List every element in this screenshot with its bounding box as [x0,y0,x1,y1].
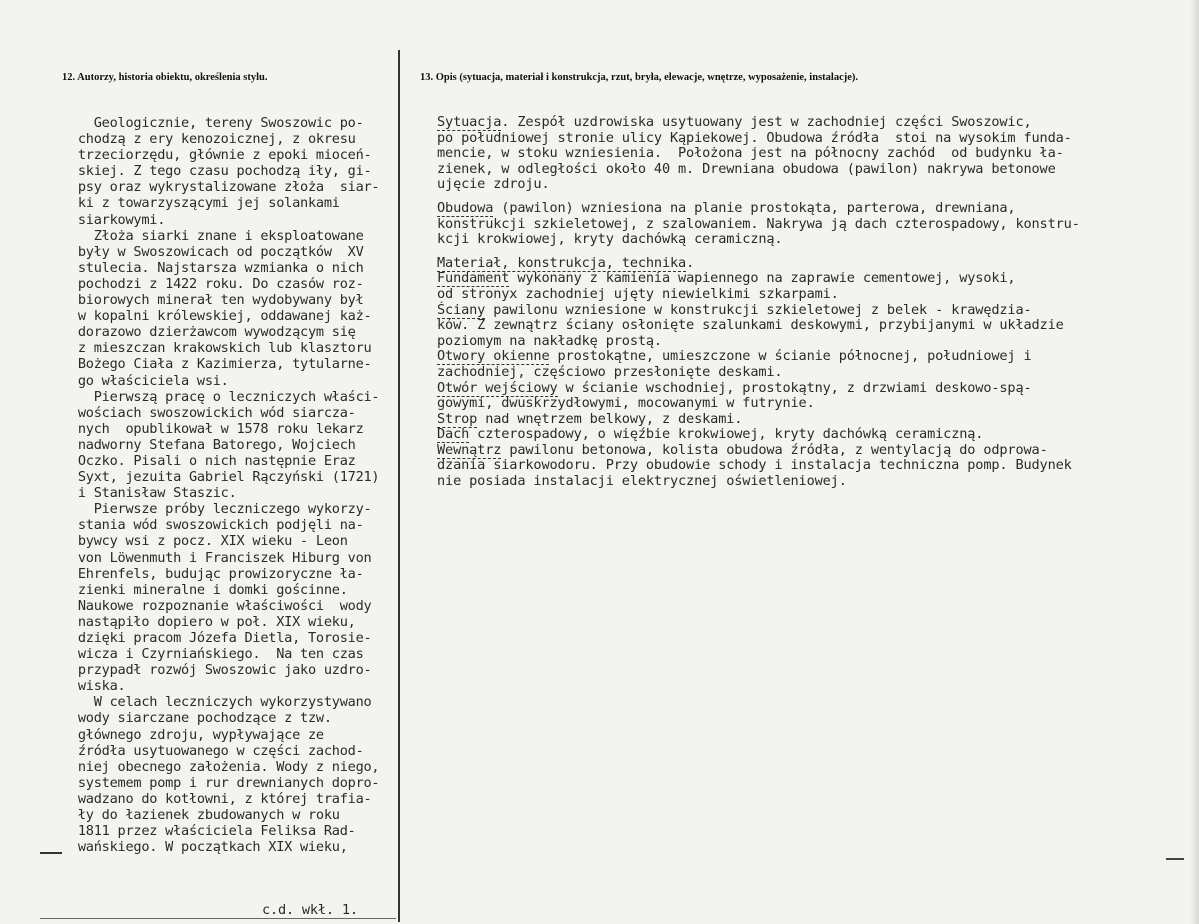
text-line [437,271,1182,287]
subheading: Obudowa [437,199,494,216]
text-line: wościach swoszowickich wód siarcza- [62,404,356,421]
line-text: konstrukcji szkieletowej, z szalowaniem. Nakrywa ją dach czterospadowy, konstru- [437,215,1080,232]
line-text: pawilonu wzniesione w konstrukcji szkieletowej z belek - krawędzia- [485,301,1032,318]
text-line [437,146,1182,162]
text-line: systemem pomp i rur drewnianych dopro- [62,774,380,791]
subheading: Strop [437,410,478,427]
text-line: wadzano do kotłowni, z której trafia- [62,790,372,807]
text-line: wody siarczane pochodzące z tzw. [62,710,332,727]
line-text: kcji krokwiowej, kryty dachówką ceramiczną. [437,231,783,248]
text-line: skiej. Z tego czasu pochodzą iły, gi- [62,163,372,180]
text-line: Złoża siarki znane i eksploatowane [62,227,364,244]
text-line [437,412,1182,428]
subheading: Materiał, konstrukcja, technika [437,254,687,271]
text-line [437,201,1182,217]
section-12-header: 12. Autorzy, historia obiektu, określenia stylu. [62,72,268,83]
text-line [437,287,1182,303]
text-line [437,232,1182,248]
text-line: i Stanisław Staszic. [62,485,237,502]
subheading: Dach [437,426,470,443]
description-text [437,115,1182,490]
line-text: (pawilon) wzniesiona na planie prostokąta, parterowa, drewniana, [493,199,1016,216]
continuation-note: c.d. wkł. 1. [262,902,358,918]
text-line: zienki mineralne i domki gościnne. [62,581,348,598]
text-line [437,318,1182,334]
text-line [437,177,1182,193]
line-text: ujęcie zdroju. [437,176,550,193]
text-line [437,303,1182,319]
scan-edge [1190,0,1199,924]
section-13-title: 13. Opis [420,72,457,83]
line-text: . [686,254,695,271]
line-text: czterospadowy, o więźbie krokwiowej, kryty dachówką ceramiczną. [469,426,984,443]
subheading: Otwór wejściowy [437,379,558,396]
line-text: pawilonu betonowa, kolista obudowa źródła, z wentylacją do odprowa- [501,441,1048,458]
section-13-header [420,72,858,83]
line-text: mencie, w stoku wzniesienia. Położona jest na północny zachód od budynku ła- [437,145,1064,162]
text-line: trzeciorzędu, głównie z epoki mioceń- [62,147,372,164]
text-line [437,349,1182,365]
text-line: W celach leczniczych wykorzystywano [62,694,372,711]
subheading: Fundament [437,270,510,287]
text-line: psy oraz wykrystalizowane złoża siar- [62,179,380,196]
text-line: nastąpiło dopiero w poł. XIX wieku, [62,613,356,630]
text-line [437,217,1182,233]
text-line: wańskiego. W początkach XIX wieku, [62,839,348,856]
text-line [437,381,1182,397]
text-line: chodzą z ery kenozoicznej, z okresu [62,131,356,148]
text-line: nadworny Stefana Batorego, Wojciech [62,436,356,453]
edge-mark [1166,858,1184,860]
text-line [437,131,1182,147]
history-text [62,115,397,855]
text-line: 1811 przez właściciela Feliksa Rad- [62,823,356,840]
line-text: ków. Z zewnątrz ściany osłonięte szalunkami deskowymi, przybijanymi w układzie [437,317,1064,334]
text-line: von Löwenmuth i Franciszek Hiburg von [62,549,372,566]
line-text: w ścianie wschodniej, prostokątny, z drzwiami deskowo-spą- [557,379,1032,396]
text-line: Bożego Ciała z Kazimierza, tytularne- [62,356,372,373]
text-line: nych opublikował w 1578 roku lekarz [62,420,364,437]
line-text: dzania siarkowodoru. Przy obudowie schody i instalacja techniczna pomp. Budynek [437,457,1072,474]
text-line: Pierwszą pracę o leczniczych właści- [62,388,380,405]
text-line: Oczko. Pisali o nich następnie Eraz [62,452,356,469]
text-line: dorazowo dzierżawcom wywodzącym się [62,324,356,341]
column-divider [398,50,400,922]
text-line [437,334,1182,350]
text-line: z mieszczan krakowskich lub klasztoru [62,340,372,357]
text-line: Geologicznie, tereny Swoszowic po- [62,115,364,131]
text-line: wiska. [62,678,126,695]
text-line: Pierwsze próby leczniczego wykorzy- [62,501,372,518]
text-line: pochodzi z 1422 roku. Do czasów roz- [62,275,364,292]
subheading: Otwory okienne [437,348,550,365]
subheading: Ściany [437,301,486,318]
line-text: poziomym na nakładkę prostą. [437,332,662,349]
text-line [437,443,1182,459]
line-text: . Zespół uzdrowiska usytuowany jest w zachodniej części Swoszowic, [501,114,1032,130]
line-text: zienek, w odległości około 40 m. Drewniana obudowa (pawilon) nakrywa betonowe [437,160,1056,177]
line-text: wykonany z kamienia wapiennego na zaprawie cementowej, wysoki, [509,270,1016,287]
line-text: nie posiada instalacji elektrycznej oświetleniowej. [437,473,847,490]
line-text: nad wnętrzem belkowy, z deskami. [477,410,743,427]
text-line: w kopalni królewskiej, oddawanej każ- [62,308,372,325]
text-line [437,365,1182,381]
text-line: były w Swoszowicach od początków XV [62,243,364,260]
text-line: głównego zdroju, wypływające ze [62,726,324,743]
line-text: prostokątne, umieszczone w ścianie północnej, południowej i [549,348,1032,365]
subheading: Wewnątrz [437,441,502,458]
line-text: od stronyx zachodniej ujęty niewielkimi szkarpami. [437,285,839,302]
text-line: siarkowymi. [62,211,166,228]
text-line [437,396,1182,412]
text-line: bywcy wsi z pocz. XIX wieku - Leon [62,533,348,550]
text-line: go właściciela wsi. [62,372,229,389]
text-line [437,427,1182,443]
text-line: biorowych minerał ten wydobywany był [62,292,364,309]
text-line: Naukowe rozpoznanie właściwości wody [62,597,372,614]
text-line: Syxt, jezuita Gabriel Rączyński (1721) [62,469,380,486]
text-line: stania wód swoszowickich podjęli na- [62,517,364,534]
text-line: Ehrenfels, budując prowizoryczne ła- [62,565,364,582]
subheading: Sytuacja [437,114,502,130]
text-line [437,162,1182,178]
text-line [437,458,1182,474]
text-line [437,474,1182,490]
text-line: ły do łazienek zbudowanych w roku [62,807,340,824]
text-line: wicza i Czyrniańskiego. Na ten czas [62,646,364,663]
line-text: gowymi, dwuskrzydłowymi, mocowanymi w futrynie. [437,395,815,412]
line-text: zachodniej, częściowo przesłonięte deskami. [437,363,783,380]
bottom-rule [40,918,396,919]
text-line [437,115,1182,131]
text-line: stulecia. Najstarsza wzmianka o nich [62,259,364,276]
text-line: ki z towarzyszącymi jej solankami [62,195,340,212]
text-line [437,256,1182,272]
section-13-subtitle: (sytuacja, materiał i konstrukcja, rzut, bryła, elewacje, wnętrze, wyposażenie, instalacje). [459,72,859,83]
margin-mark [40,852,62,854]
text-line: dzięki pracom Józefa Dietla, Torosie- [62,630,372,646]
line-text: po południowej stronie ulicy Kąpiekowej. Obudowa źródła stoi na wysokim funda- [437,129,1072,146]
text-line: przypadł rozwój Swoszowic jako uzdro- [62,662,372,679]
text-line: niej obecnego założenia. Wody z niego, [62,758,380,775]
text-line: źródła usytuowanego w części zachod- [62,742,364,759]
